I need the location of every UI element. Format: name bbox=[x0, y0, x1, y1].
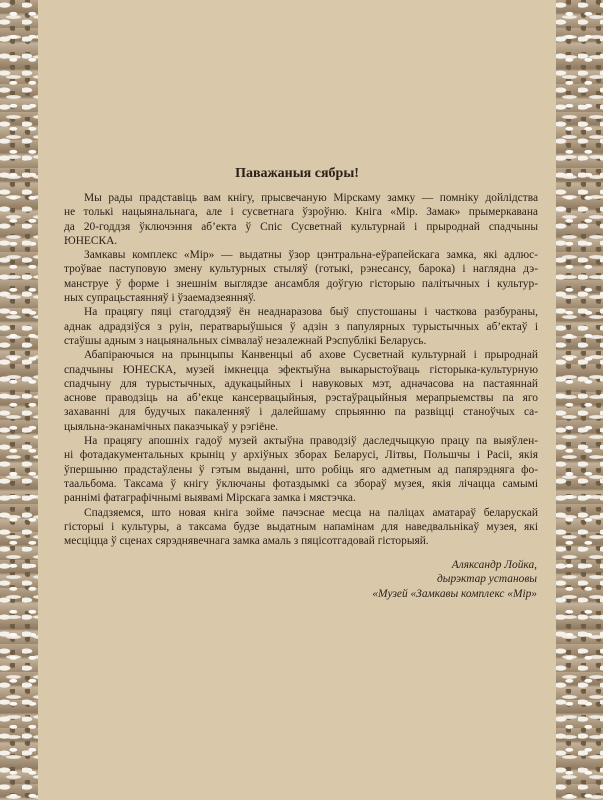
text-line: троўвае паступовую змену культурных стыляў (готыкі, рэнесансу, барока) і наглядна дэ- bbox=[64, 263, 538, 276]
paragraph bbox=[64, 248, 538, 305]
signature-block bbox=[372, 558, 537, 601]
text-line: ЮНЕСКА. bbox=[64, 234, 118, 247]
paragraph bbox=[64, 506, 538, 549]
stone-texture-border-left bbox=[0, 0, 38, 800]
text-line: ні фотадакументальных крыніц у архіўных зборах Беларусі, Літвы, Польшчы і Расіі, якія bbox=[64, 449, 538, 462]
paragraph bbox=[64, 348, 538, 434]
signature-position: дырэктар установы bbox=[436, 573, 537, 586]
text-line: гісторыі і культуры, а таксама будзе выдатным напамінам для наведвальнікаў музея, які bbox=[64, 520, 538, 533]
signature-name: Аляксандр Лойка, bbox=[451, 559, 537, 571]
paragraph bbox=[64, 305, 538, 348]
text-line: Замкавы комплекс «Мір» — выдатны ўзор цэнтральна-еўрапейскага замка, які адлюс- bbox=[84, 249, 538, 262]
text-line: манструе ў форме і знешнім выглядзе ансамбля доўгую гісторыю палітычных і культур- bbox=[64, 277, 538, 290]
text-line: цыяльна-эканамічных паказчыкаў у рэгіёне. bbox=[64, 420, 279, 433]
text-line: Спадзяемся, што новая кніга зойме пачэснае месца на паліцах аматараў беларускай bbox=[84, 506, 538, 519]
text-line: Абапіраючыся на прынцыпы Канвенцыі аб ахове Сусветнай культурнай і прыроднай bbox=[84, 349, 538, 362]
text-line: раннімі фатаграфічнымі выявамі Мірскага замка і мястэчка. bbox=[64, 492, 356, 505]
letter-body bbox=[64, 191, 538, 548]
stone-texture-border-right bbox=[556, 0, 603, 800]
paragraph bbox=[64, 434, 538, 505]
text-line: ўпершыню прадстаўлены ў гэтым выданні, што робіць яго адметным ад папярэдняга фо- bbox=[64, 463, 538, 476]
text-line: ных супрацьстаянняў і ўзаемадзеянняў. bbox=[64, 292, 256, 305]
text-line: да 20-годдзя ўключэння аб’екта ў Спіс Сусветнай культурнай і прыроднай спадчыны bbox=[64, 220, 538, 233]
text-line: аснове праводзіць на аб’екце кансервацыйныя, рэстаўрацыйныя мерапрыемствы па яго bbox=[64, 392, 538, 405]
text-line: На працягу апошніх гадоў музей актыўна праводзіў даследчыцкую працу па выяўлен- bbox=[84, 435, 538, 448]
text-line: стаўшы адным з нацыянальных сімвалаў незалежнай Рэспублікі Беларусь. bbox=[64, 334, 427, 347]
text-line: Мы рады прадставіць вам кнігу, прысвечаную Мірскаму замку — помніку дойлідства bbox=[84, 192, 538, 204]
text-line: таальбома. Таксама ў кнігу ўключаны фотаздымкі са збораў музея, якія лічацца самымі bbox=[64, 477, 538, 490]
paragraph bbox=[64, 191, 538, 248]
page-title: Паважаныя сябры! bbox=[235, 166, 359, 181]
text-line: аднак адрадзіўся з руін, ператварыўшыся ў адзін з папулярных турыстычных аб’ектаў і bbox=[64, 320, 538, 333]
text-line: захаванні для будучых пакаленняў і далейшаму спрыянню па развіцці станоўчых са- bbox=[64, 406, 538, 419]
signature-institution: «Музей «Замкавы комплекс «Мір» bbox=[372, 587, 537, 600]
text-line: не толькі нацыянальнага, але і сусветнага ўзроўню. Кніга «Мір. Замак» прымеркавана bbox=[64, 206, 538, 219]
text-line: спадчыны ЮНЕСКА, музей імкнецца эфектыўна выкарыстоўваць гісторыка-культурную bbox=[64, 363, 538, 376]
text-line: На працягу пяці стагоддзяў ён неаднаразова быў спустошаны і часткова разбураны, bbox=[84, 306, 538, 319]
text-line: спадчыну для турыстычных, адукацыйных і навуковых мэт, адначасова на пастаяннай bbox=[64, 377, 538, 390]
text-line: месціцца ў сценах сярэднявечнага замка амаль з пяцісотгадовай гісторыяй. bbox=[64, 535, 429, 548]
